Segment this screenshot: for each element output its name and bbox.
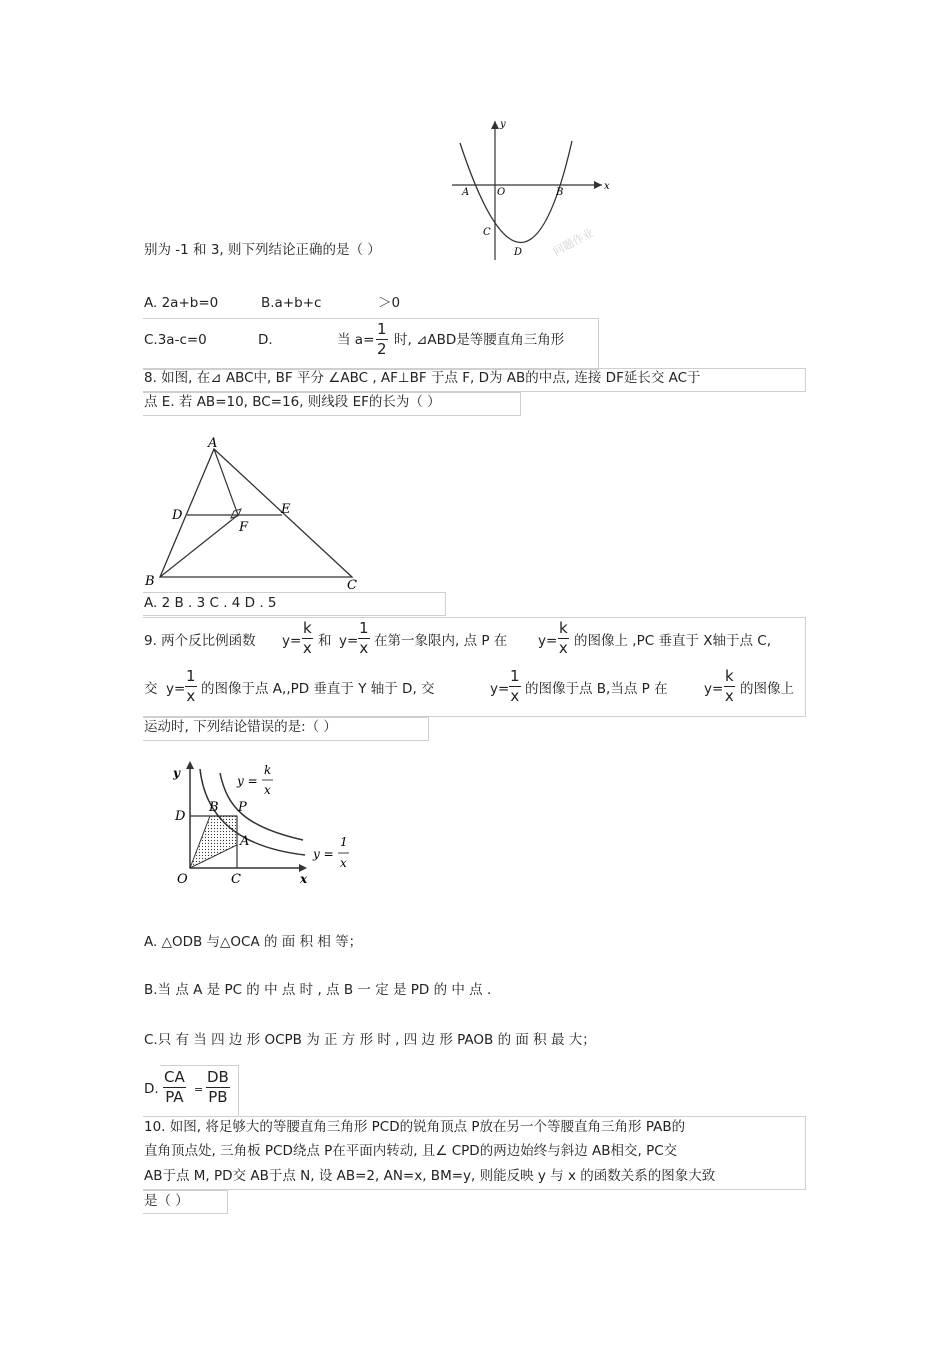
- triangle-figure: [140, 435, 370, 595]
- q9-yeq-2: y=: [339, 633, 359, 649]
- q9-option-d: D.: [144, 1081, 159, 1097]
- point-label-o: O: [497, 187, 506, 198]
- curve-label-k-num: k: [264, 763, 272, 777]
- axis-label-x: x: [300, 872, 308, 886]
- y-axis-arrow: [186, 761, 194, 769]
- parabola-graph: [440, 115, 620, 265]
- fraction-numerator: k: [559, 619, 568, 637]
- point-label-b: B: [209, 800, 219, 815]
- q9-p4: 的图像于点 A,,PD 垂直于 Y 轴于 D, 交: [201, 681, 435, 697]
- q9-p2: 在第一象限内, 点 P 在: [374, 633, 508, 649]
- q9-line3: 运动时, 下列结论错误的是:（ ）: [144, 719, 337, 735]
- axis-label-y: y: [500, 119, 506, 130]
- watermark: 问题作业: [550, 226, 596, 259]
- q9-option-a: A. △ODB 与△OCA 的 面 积 相 等；: [144, 934, 363, 950]
- q9-jiao: 交: [144, 681, 158, 697]
- q8-line1: 8. 如图, 在⊿ ABC中, BF 平分 ∠ABC , AF⊥BF 于点 F, D为 AB的中点, 连接 DF延长交 AC于: [144, 370, 701, 386]
- point-label-f: F: [239, 520, 249, 535]
- fraction-numerator: 1: [186, 667, 196, 685]
- point-label-c: C: [483, 227, 491, 238]
- q9-yeq-1: y=: [282, 633, 302, 649]
- q7-option-a: A. 2a+b=0: [144, 295, 219, 311]
- q9-p6: 的图像上: [740, 681, 794, 697]
- point-label-b: B: [556, 187, 564, 198]
- q10-line1: 10. 如图, 将足够大的等腰直角三角形 PCD的锐角顶点 P放在另一个等腰直角三角形 PAB的: [144, 1119, 686, 1135]
- q9-p3: 的图像上 ,PC 垂直于 X轴于点 C,: [574, 633, 771, 649]
- q9-yeq-6: y=: [704, 681, 724, 697]
- q9-option-b: B.当 点 A 是 PC 的 中 点 时 , 点 B 一 定 是 PD 的 中 点 .: [144, 982, 492, 998]
- axis-label-y: y: [173, 766, 180, 780]
- fraction-numerator: DB: [207, 1068, 229, 1086]
- segment-bf: [160, 515, 238, 577]
- fraction-denominator: 2: [377, 340, 387, 358]
- fraction-denominator: x: [558, 639, 568, 657]
- fraction-denominator: PB: [208, 1088, 228, 1106]
- q9-frac-ca-pa: [163, 1070, 186, 1105]
- q7-option-b-tail: ＞0: [378, 295, 401, 311]
- fraction-denominator: x: [510, 687, 520, 705]
- fraction-numerator: k: [303, 619, 312, 637]
- q9-frac-1-x-1: [358, 621, 370, 656]
- point-label-a: A: [208, 436, 218, 451]
- point-label-b: B: [145, 574, 155, 589]
- q9-yeq-3: y=: [538, 633, 558, 649]
- q9-option-c: C.只 有 当 四 边 形 OCPB 为 正 方 形 时 , 四 边 形 PAOB 的 面 积 最 大；: [144, 1032, 596, 1048]
- fraction-numerator: 1: [377, 320, 387, 338]
- fraction-numerator: CA: [164, 1068, 185, 1086]
- hyperbola-graph: [165, 755, 360, 890]
- triangle-abc: [160, 449, 352, 577]
- x-axis-arrow: [299, 864, 307, 872]
- point-label-d: D: [514, 247, 523, 258]
- q8-line2: 点 E. 若 AB=10, BC=16, 则线段 EF的长为（ ）: [144, 394, 441, 410]
- q10-line2: 直角顶点处, 三角板 PCD绕点 P在平面内转动, 且∠ CPD的两边始终与斜边 AB相交, PC交: [144, 1143, 678, 1159]
- q9-frac-k-x-1: [302, 621, 313, 656]
- q9-p1: 9. 两个反比例函数: [144, 633, 256, 649]
- q7-fraction: [376, 322, 388, 357]
- q10-line4: 是（ ）: [144, 1193, 189, 1209]
- fraction-denominator: x: [724, 687, 734, 705]
- q9-frac-1-x-3: [509, 669, 521, 704]
- fraction-numerator: k: [725, 667, 734, 685]
- q10-line3: AB于点 M, PD交 AB于点 N, 设 AB=2, AN=x, BM=y, 则能反映 y 与 x 的函数关系的图象大致: [144, 1168, 716, 1184]
- fraction-numerator: 1: [510, 667, 520, 685]
- fraction-denominator: PA: [165, 1088, 184, 1106]
- y-axis-arrow: [491, 121, 499, 129]
- curve-label-k-den: x: [264, 783, 271, 797]
- q9-equals: =: [194, 1083, 204, 1096]
- q9-frac-k-x-2: [558, 621, 569, 656]
- q7-option-c: C.3a-c=0: [144, 332, 207, 348]
- point-label-a: A: [240, 834, 250, 849]
- point-label-c: C: [231, 872, 241, 887]
- segment-af: [214, 449, 238, 515]
- q9-frac-db-pb: [206, 1070, 230, 1105]
- curve-label-1-num: 1: [340, 835, 348, 849]
- point-label-c: C: [347, 578, 357, 593]
- q8-options: A. 2 B . 3 C . 4 D . 5: [144, 595, 277, 611]
- point-label-d: D: [172, 508, 183, 523]
- x-axis-arrow: [594, 181, 602, 189]
- fraction-numerator: 1: [359, 619, 369, 637]
- q9-yeq-5: y=: [490, 681, 510, 697]
- q9-text-frame: [143, 617, 806, 717]
- axis-label-x: x: [604, 181, 610, 192]
- fraction-denominator: x: [186, 687, 196, 705]
- q9-yeq-4: y=: [166, 681, 186, 697]
- q7-stem-tail: 别为 -1 和 3, 则下列结论正确的是（ ）: [144, 242, 381, 258]
- curve-label-1-yeq: y =: [313, 847, 334, 861]
- q9-p5: 的图像于点 B,当点 P 在: [525, 681, 668, 697]
- point-label-o: O: [177, 872, 188, 887]
- q7-option-d-pre: 当 a=: [337, 332, 375, 348]
- point-label-e: E: [281, 502, 291, 517]
- curve-label-1-den: x: [340, 856, 347, 870]
- point-label-a: A: [462, 187, 470, 198]
- point-label-p: P: [238, 800, 247, 815]
- fraction-denominator: x: [302, 639, 312, 657]
- q7-option-d-post: 时, ⊿ABD是等腰直角三角形: [394, 332, 565, 348]
- q7-option-b: B.a+b+c: [261, 295, 322, 311]
- curve-label-k-yeq: y =: [237, 774, 258, 788]
- right-angle-mark: [231, 509, 241, 518]
- q9-frac-1-x-2: [185, 669, 197, 704]
- q9-and: 和: [318, 633, 332, 649]
- q7-option-d: D.: [258, 332, 273, 348]
- point-label-d: D: [175, 809, 186, 824]
- fraction-denominator: x: [359, 639, 369, 657]
- shaded-quadrilateral-paob: [190, 816, 237, 868]
- q9-frac-k-x-3: [724, 669, 735, 704]
